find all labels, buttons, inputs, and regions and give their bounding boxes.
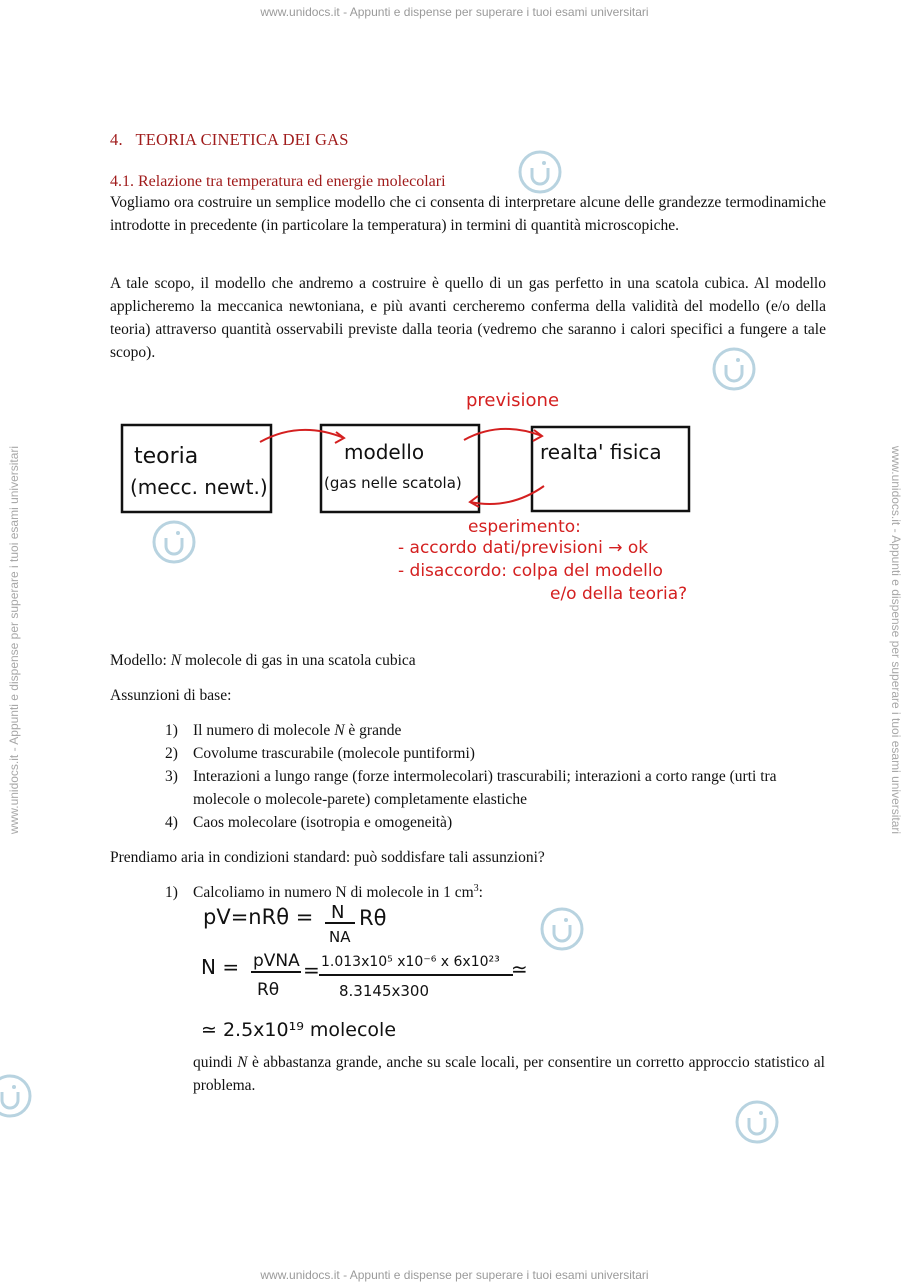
watermark-logo-icon	[0, 1072, 34, 1120]
footer-watermark: www.unidocs.it - Appunti e dispense per superare i tuoi esami universitari	[260, 1268, 649, 1282]
assumption-item: 3) Interazioni a lungo range (forze intermolecolari) trascurabili; interazioni a corto range (urti tra molecole o molecole-parete) completamente elastiche	[165, 768, 777, 808]
arrow-model-reality	[464, 429, 542, 440]
chapter-title: TEORIA CINETICA DEI GAS	[135, 130, 349, 149]
box2-line1: modello	[344, 440, 425, 464]
model-suffix: molecole di gas in una scatola cubica	[181, 652, 416, 669]
chapter-number: 4.	[110, 130, 123, 149]
arrow-theory-model	[260, 430, 344, 442]
note-disagreement: - disaccordo: colpa del modello	[398, 561, 663, 581]
prediction-label: previsione	[466, 390, 560, 411]
model-prefix: Modello:	[110, 652, 171, 669]
handwritten-formulas	[195, 900, 575, 1050]
arrow-head	[470, 496, 479, 507]
formula2-left: N =	[201, 955, 240, 979]
formula2-eq: =	[303, 958, 320, 982]
watermark-logo-icon	[733, 1098, 781, 1146]
formula2-rnum: 1.013x10⁵ x10⁻⁶ x 6x10²³	[321, 954, 500, 970]
question-line: Prendiamo aria in condizioni standard: può soddisfare tali assunzioni?	[110, 849, 545, 866]
left-side-watermark: www.unidocs.it - Appunti e dispense per superare i tuoi esami universitari	[7, 445, 21, 835]
box2-line2: (gas nelle scatola)	[324, 474, 462, 492]
conclusion: quindi N è abbastanza grande, anche su scale locali, per consentire un corretto approccio statistico al problema.	[193, 1054, 825, 1094]
section-heading	[110, 170, 826, 193]
model-statement	[110, 649, 826, 672]
right-side-watermark: www.unidocs.it - Appunti e dispense per superare i tuoi esami universitari	[889, 445, 903, 835]
box1-line1: teoria	[134, 444, 199, 469]
formula1-left: pV=nRθ =	[203, 905, 314, 929]
note-agreement: - accordo dati/previsioni → ok	[398, 538, 649, 558]
note-theory: e/o della teoria?	[550, 584, 688, 604]
formula2-rden: 8.3145x300	[339, 982, 429, 1000]
formula2-approx: ≃	[511, 957, 528, 981]
paragraph: A tale scopo, il modello che andremo a costruire è quello di un gas perfetto in una scatola cubica. Al modello applicheremo la meccanica newtoniana, e più avanti cercheremo conferma della validità del modello (e/o della teoria) attraverso quantità osservabili previste dalla teoria (vedremo che saranno i calori specifici a fungere a tale scopo).	[110, 275, 826, 361]
formula2-den: Rθ	[257, 980, 280, 1000]
header-watermark: www.unidocs.it - Appunti e dispense per superare i tuoi esami universitari	[260, 5, 649, 19]
model-var: N	[170, 652, 182, 669]
formula2-num: pVNA	[253, 951, 300, 971]
section-number: 4.1.	[110, 173, 134, 190]
formula1-den: NA	[329, 928, 351, 946]
chapter-heading	[110, 128, 826, 151]
assumptions-title: Assunzioni di base:	[110, 687, 232, 704]
experiment-label: esperimento:	[468, 517, 581, 537]
box3-label: realta' fisica	[540, 440, 662, 464]
formula3: ≃ 2.5x10¹⁹ molecole	[201, 1019, 397, 1041]
arrow-head	[335, 432, 344, 443]
formula1-num: N	[331, 902, 345, 923]
paragraph: Vogliamo ora costruire un semplice modello che ci consenta di interpretare alcune delle grandezze termodinamiche introdotte in precedente (in particolare la temperatura) in termini di quantità microscopiche.	[110, 194, 826, 234]
section-title: Relazione tra temperatura ed energie molecolari	[138, 173, 446, 190]
box1-line2: (mecc. newt.)	[130, 475, 268, 499]
model-theory-diagram	[100, 380, 780, 620]
formula1-right: Rθ	[359, 906, 387, 930]
